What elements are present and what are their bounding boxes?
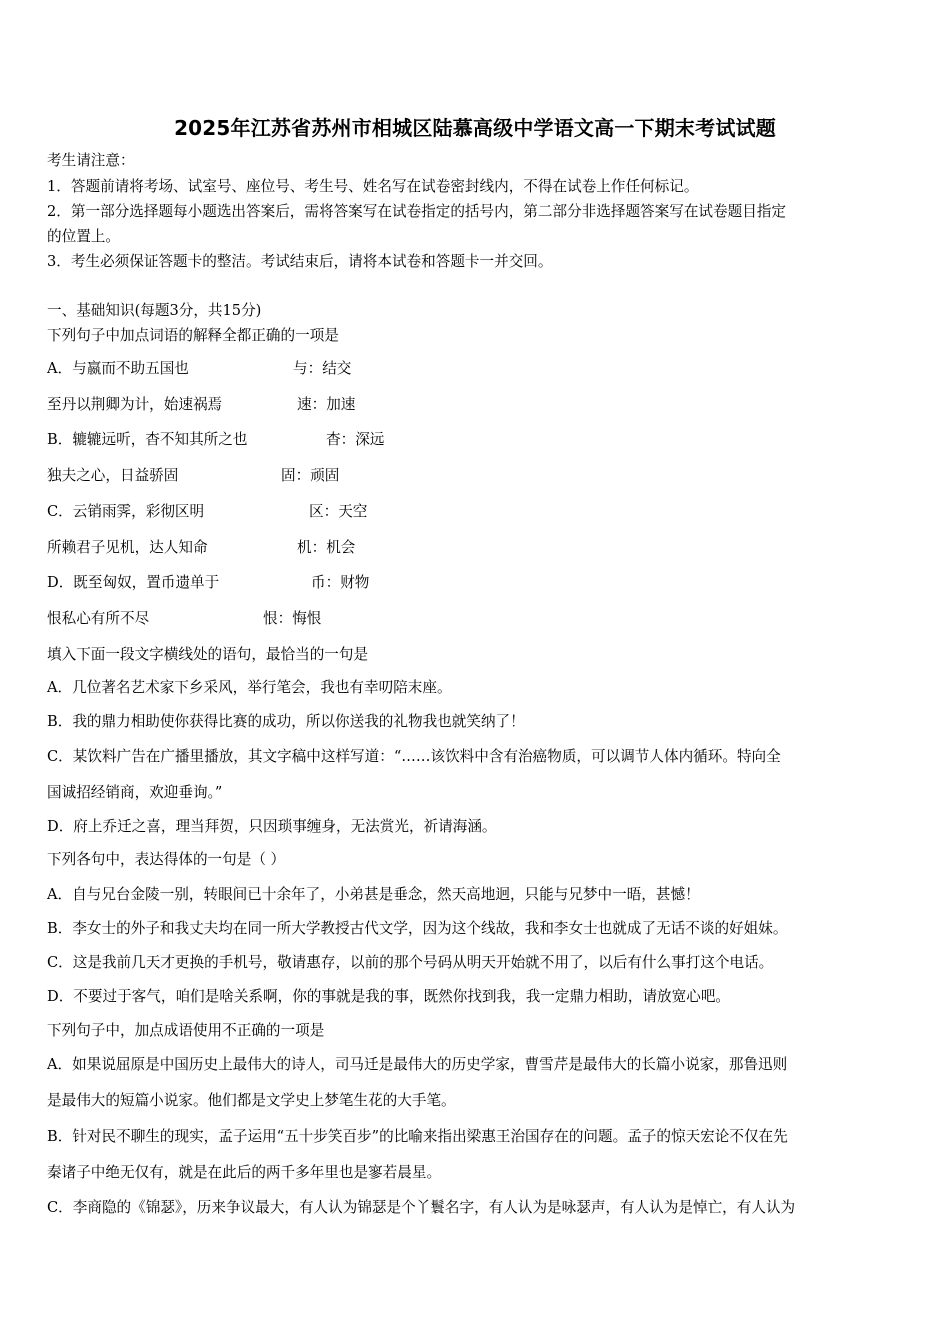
q1-option-row xyxy=(47,395,355,415)
q1-row-right: 速：加速 xyxy=(297,396,356,413)
section-heading: 一、基础知识(每题3分，共15分) xyxy=(47,302,262,319)
q3-line: C．这是我前几天才更换的手机号，敬请惠存，以前的那个号码从明天开始就不用了，以后有什么事打这个电话。 xyxy=(47,954,774,971)
question-stem: 下列各句中，表达得体的一句是（ ） xyxy=(47,851,286,868)
q1-row-left: A．与嬴而不助五国也 xyxy=(47,360,189,377)
notice-heading: 考生请注意： xyxy=(47,152,135,169)
q1-option-row xyxy=(47,573,369,593)
q1-option-row xyxy=(47,502,367,522)
q4-line: 秦诸子中绝无仅有，就是在此后的两千多年里也是寥若晨星。 xyxy=(47,1164,442,1181)
notice-item: 1．答题前请将考场、试室号、座位号、考生号、姓名写在试卷密封线内，不得在试卷上作任何标记。 xyxy=(47,178,699,195)
q4-line: 是最伟大的短篇小说家。他们都是文学史上梦笔生花的大手笔。 xyxy=(47,1092,456,1109)
q4-line: C．李商隐的《锦瑟》，历来争议最大，有人认为锦瑟是个丫鬟名字，有人认为是咏瑟声，有人认为是悼亡，有人认为 xyxy=(47,1199,796,1216)
q1-option-row xyxy=(47,359,351,379)
q1-row-right: 固：顽固 xyxy=(281,467,340,484)
q1-row-left: 至丹以荆卿为计，始速祸焉 xyxy=(47,396,223,413)
q1-row-left: 恨私心有所不尽 xyxy=(47,610,150,627)
q3-line: D．不要过于客气，咱们是啥关系啊，你的事就是我的事，既然你找到我，我一定鼎力相助，请放宽心吧。 xyxy=(47,988,731,1005)
q1-row-right: 区：天空 xyxy=(309,503,368,520)
q1-row-left: B．辘辘远听，杳不知其所之也 xyxy=(47,431,248,448)
q3-line: B．李女士的外子和我丈夫均在同一所大学教授古代文学，因为这个线故，我和李女士也就成了无话不谈的好姐妹。 xyxy=(47,920,788,937)
question-stem: 填入下面一段文字横线处的语句，最恰当的一句是 xyxy=(47,646,369,663)
q1-option-row xyxy=(47,538,355,558)
q1-option-row xyxy=(47,609,321,629)
q2-line: D．府上乔迁之喜，理当拜贺，只因琐事缠身，无法赏光，祈请海涵。 xyxy=(47,818,497,835)
notice-item: 的位置上。 xyxy=(47,228,120,245)
question-stem: 下列句子中加点词语的解释全都正确的一项是 xyxy=(47,327,339,344)
notice-item: 3．考生必须保证答题卡的整洁。考试结束后，请将本试卷和答题卡一并交回。 xyxy=(47,253,553,270)
q2-line: 国诚招经销商，欢迎垂询。” xyxy=(47,784,223,801)
q3-line: A．自与兄台金陵一别，转眼间已十余年了，小弟甚是垂念，然天高地迥，只能与兄梦中一晤，甚憾！ xyxy=(47,886,700,903)
q1-row-right: 机：机会 xyxy=(297,539,356,556)
q2-line: A．几位著名艺术家下乡采风，举行笔会，我也有幸叨陪末座。 xyxy=(47,679,452,696)
q4-line: A．如果说屈原是中国历史上最伟大的诗人，司马迁是最伟大的历史学家，曹雪芹是最伟大的长篇小说家，那鲁迅则 xyxy=(47,1056,788,1073)
q1-row-left: 所赖君子见机，达人知命 xyxy=(47,539,208,556)
q1-option-row xyxy=(47,466,339,486)
q1-row-right: 币：财物 xyxy=(311,574,370,591)
q2-line: C．某饮料广告在广播里播放，其文字稿中这样写道：“……该饮料中含有治癌物质，可以调节人体内循环。特向全 xyxy=(47,748,781,765)
q1-row-left: D．既至匈奴，置币遗单于 xyxy=(47,574,220,591)
q1-row-right: 杳：深远 xyxy=(326,431,385,448)
q1-row-right: 恨：悔恨 xyxy=(263,610,322,627)
q4-line: B．针对民不聊生的现实，孟子运用“五十步笑百步”的比喻来指出梁惠王治国存在的问题。孟子的惊天宏论不仅在先 xyxy=(47,1128,788,1145)
notice-item: 2．第一部分选择题每小题选出答案后，需将答案写在试卷指定的括号内，第二部分非选择题答案写在试卷题目指定 xyxy=(47,203,786,220)
question-stem: 下列句子中，加点成语使用不正确的一项是 xyxy=(47,1022,325,1039)
q1-row-right: 与：结交 xyxy=(293,360,352,377)
q2-line: B．我的鼎力相助使你获得比赛的成功，所以你送我的礼物我也就笑纳了！ xyxy=(47,713,525,730)
q1-row-left: C．云销雨霁，彩彻区明 xyxy=(47,503,205,520)
page-title: 2025年江苏省苏州市相城区陆慕高级中学语文高一下期末考试试题 xyxy=(174,116,776,140)
q1-row-left: 独夫之心，日益骄固 xyxy=(47,467,179,484)
q1-option-row xyxy=(47,430,384,450)
